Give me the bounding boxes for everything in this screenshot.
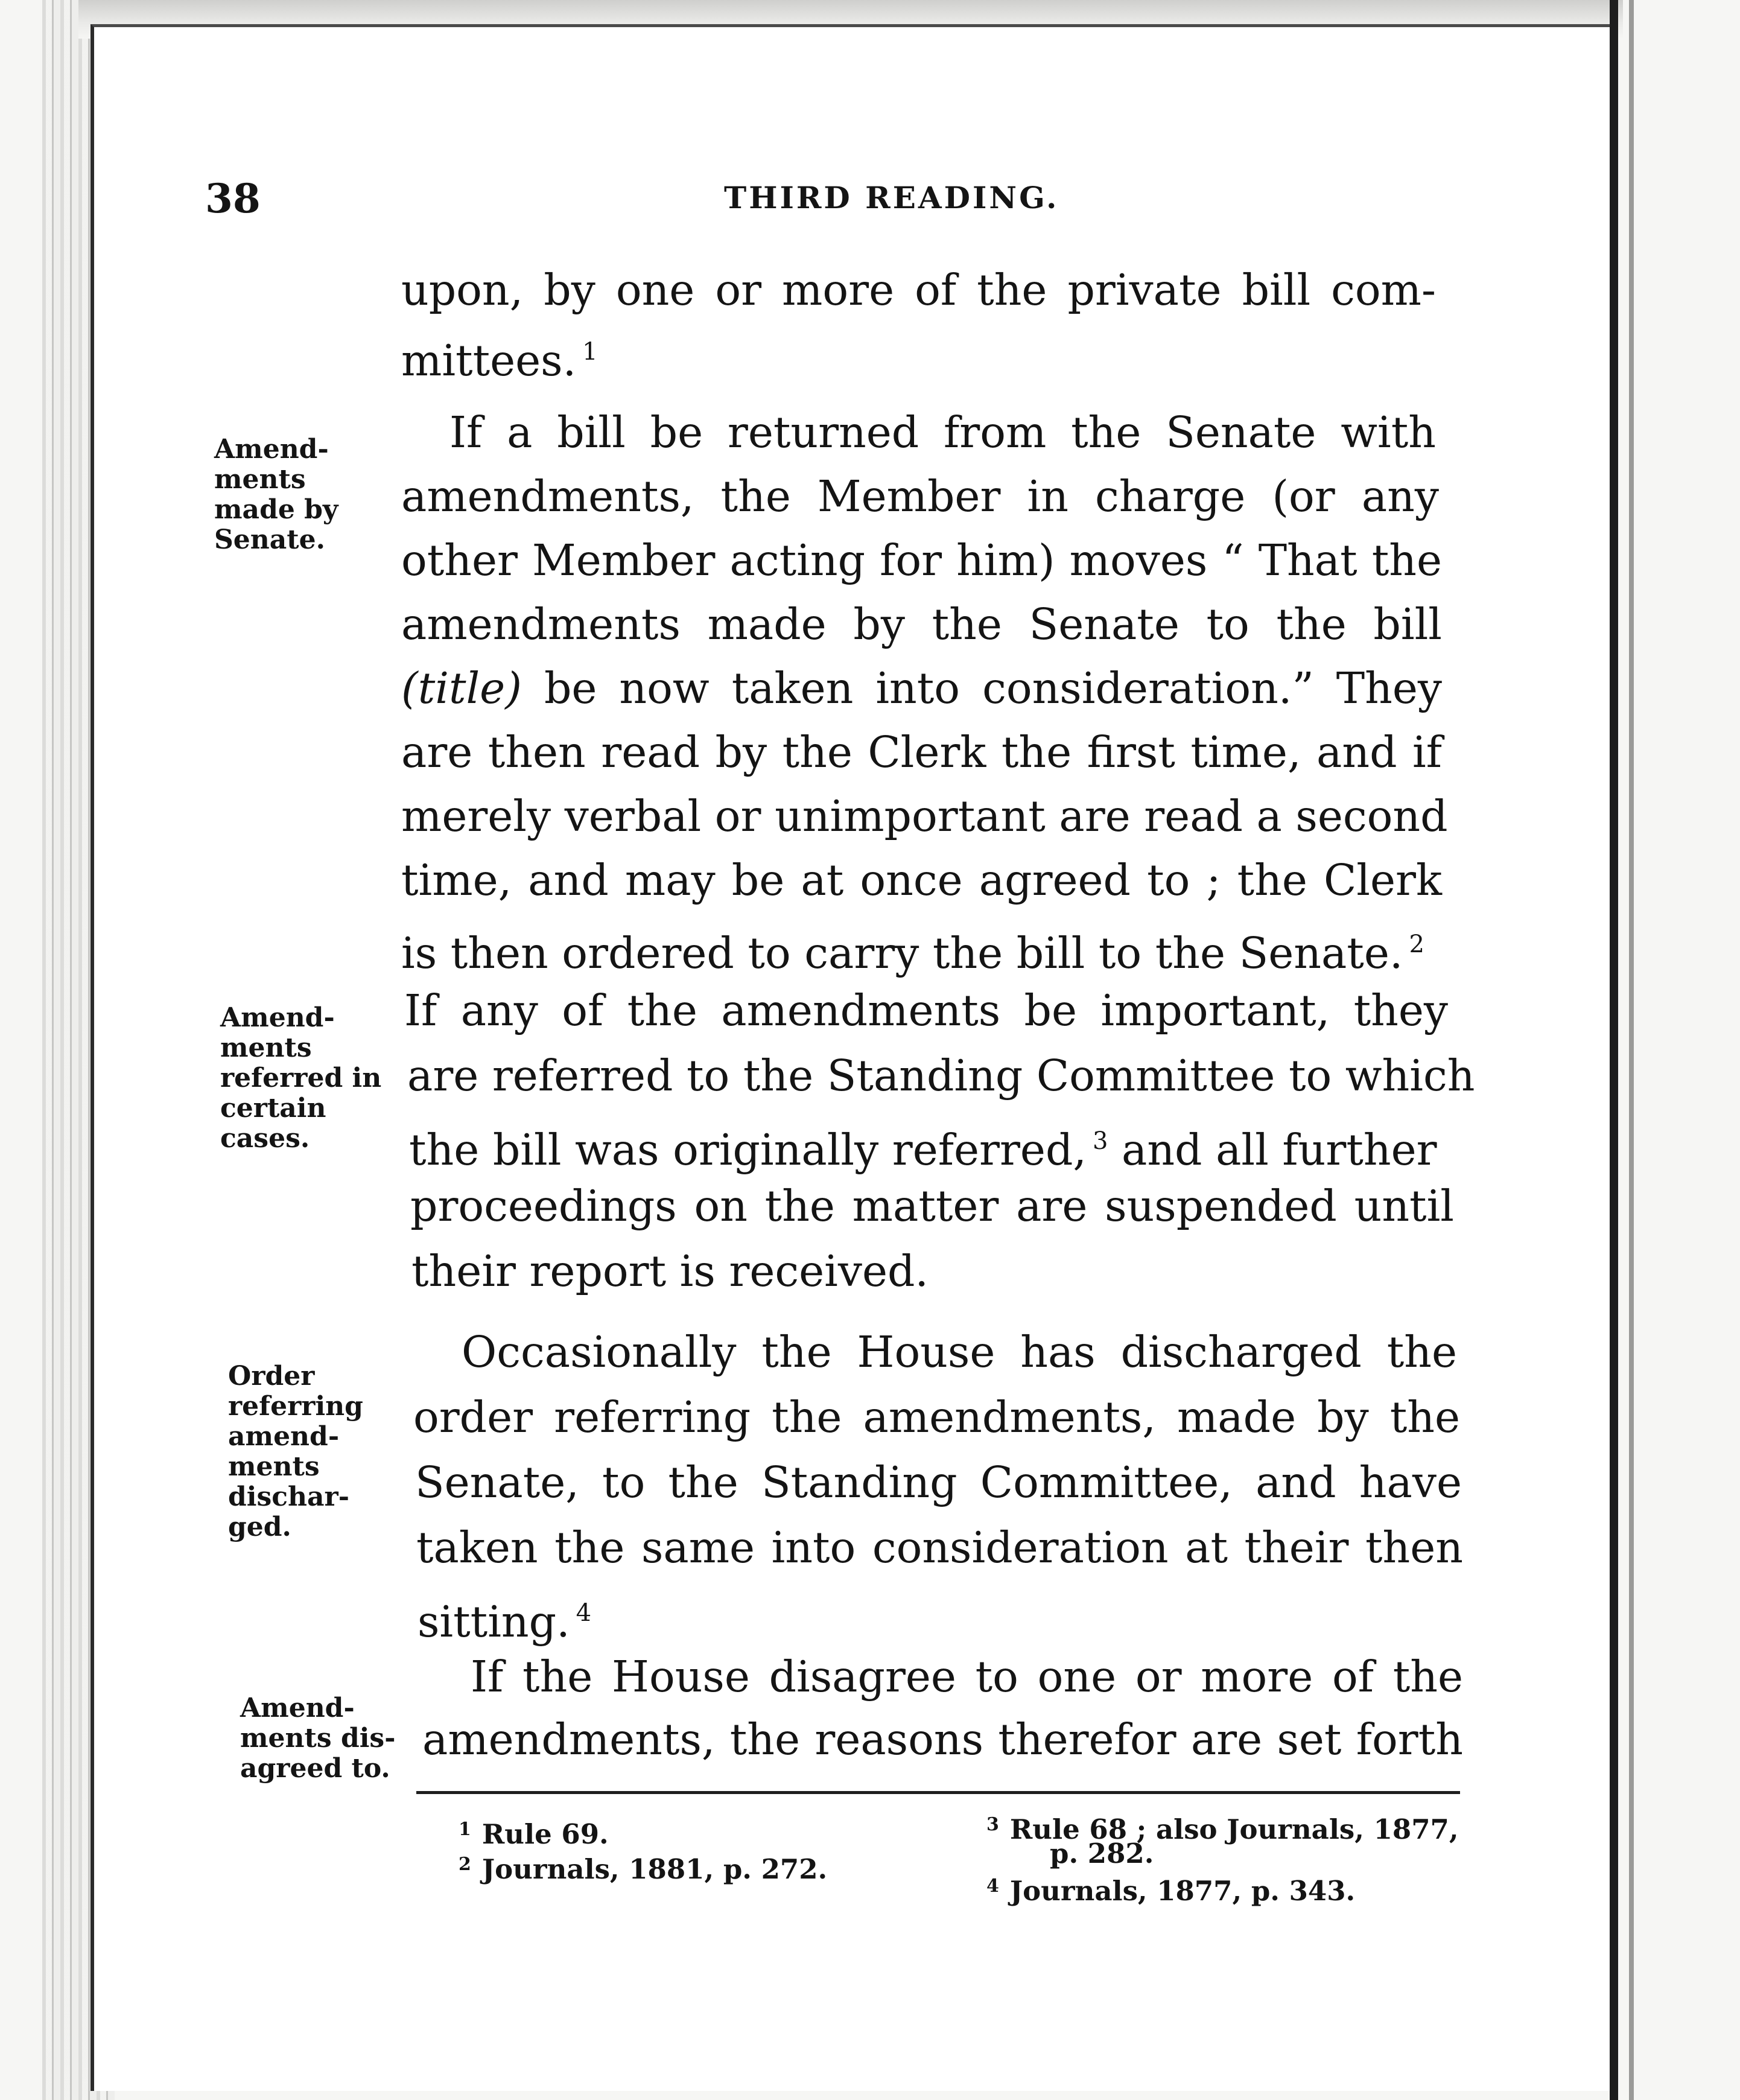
body-line: their report is received.: [411, 1246, 929, 1296]
footnote-ref: 1: [582, 338, 598, 366]
running-title: THIRD READING.: [724, 180, 1059, 215]
body-line: other Member acting for him) moves “ That the: [401, 535, 1442, 585]
body-line: upon, by one or more of the private bill com-: [401, 265, 1436, 315]
body-line: the bill was originally referred, $^3$ and all further: [409, 1125, 1437, 1175]
footnote-ref: 3: [1092, 1127, 1108, 1155]
body-line: time, and may be at once agreed to ; the Clerk: [401, 855, 1442, 905]
margin-note: Order referring amend- ments dischar- ged.: [228, 1361, 363, 1542]
footnote: $^3$ Rule 68 ; also Journals, 1877,: [986, 1813, 1459, 1845]
page-header: [205, 175, 1484, 223]
footnote: $^4$ Journals, 1877, p. 343.: [986, 1875, 1356, 1907]
footnote-ref: 2: [1409, 931, 1424, 958]
body-line: Senate, to the Standing Committee, and have: [415, 1457, 1462, 1507]
body-line: Occasionally the House has discharged the: [462, 1327, 1457, 1377]
body-line: are then read by the Clerk the first time, and if: [401, 727, 1442, 777]
body-line: amendments made by the Senate to the bill: [401, 599, 1442, 649]
body-line: If any of the amendments be important, they: [404, 985, 1448, 1036]
body-line: sitting. $^4$: [418, 1597, 592, 1647]
margin-note: Amend- ments referred in certain cases.: [220, 1002, 382, 1154]
body-line: If the House disagree to one or more of the: [471, 1652, 1463, 1702]
body-line: amendments, the reasons therefor are set forth: [422, 1714, 1463, 1764]
footnote: $^1$ Rule 69.: [459, 1818, 609, 1850]
body-line: is then ordered to carry the bill to the Senate. $^2$: [401, 928, 1424, 978]
body-line: taken the same into consideration at their then: [416, 1522, 1463, 1573]
body-line: If a bill be returned from the Senate with: [449, 407, 1436, 457]
footnote-rule: [416, 1791, 1460, 1794]
footnote: $^2$ Journals, 1881, p. 272.: [459, 1853, 828, 1885]
right-page-shadow: [1629, 0, 1634, 2100]
body-line: order referring the amendments, made by the: [413, 1392, 1460, 1442]
footnote: p. 282.: [1050, 1838, 1154, 1869]
margin-note: Amend- ments made by Senate.: [214, 434, 338, 555]
page-number: 38: [205, 175, 261, 222]
body-line: mittees. $^1$: [401, 336, 598, 386]
body-line: (title) be now taken into consideration.” They: [401, 663, 1442, 713]
body-line: proceedings on the matter are suspended until: [410, 1181, 1454, 1231]
body-line: amendments, the Member in charge (or any: [401, 471, 1439, 521]
italic-title: (title): [401, 663, 522, 713]
body-line: are referred to the Standing Committee to which: [407, 1051, 1475, 1101]
footnote-ref: 4: [576, 1599, 592, 1627]
body-line: merely verbal or unimportant are read a second: [401, 791, 1448, 841]
margin-note: Amend- ments dis- agreed to.: [240, 1693, 396, 1784]
right-page-edge: [1610, 0, 1618, 2100]
